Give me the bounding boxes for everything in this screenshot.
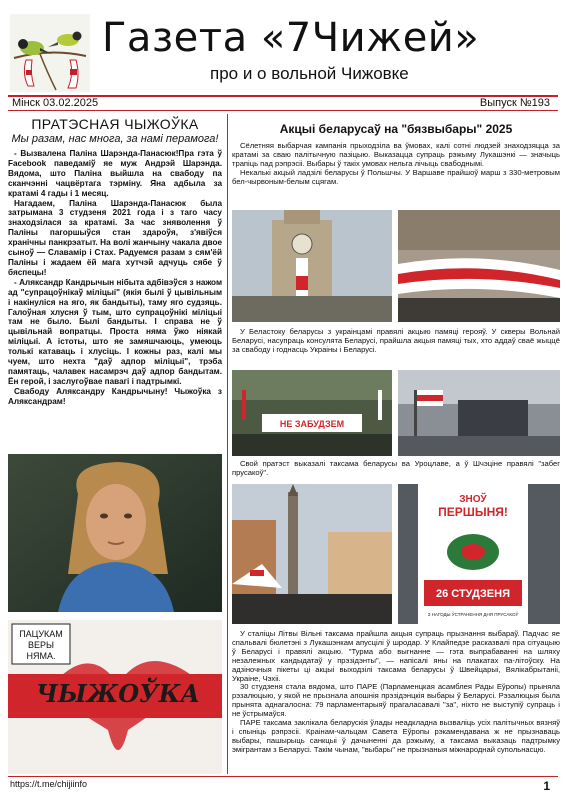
left-heading: ПРАТЭСНАЯ ЧЫЖОЎКА (31, 116, 199, 132)
poster-word: ЧЫЖОЎКА (35, 679, 201, 708)
issue-date: Мінск 03.02.2025 (12, 97, 99, 109)
article-paragraph: Сёлетняя выбарчая кампанія прыходзіла ва ўмовах, калі сотні людзей знаходзяцца за кратамі за сваю палітычную пазіцыю. Выказацца супраць рэжыму Лукашэнкі — значыць трапіць пад рэпрэсіі. Выбары ў такіх умовах нельга лічыць свабоднымі. (232, 141, 560, 168)
article-paragraph: У сталіцы Літвы Вільні таксама прайшла акцыя супраць прызнання выбараў. Падчас яе спальвалі бюлетэні з Лукашэнкам апусцілі ў шродар. У Клайпедзе расказвалі пра сітуацыю ў Беларусі і правялі акцыю. "Турма або выгнанне — гэта выпрабаванні на шляху незалежных кандыдатаў у прэзідэнты", — напісалі яны на плакатах па-літоўску. На адзіночныя пікеты ці акцыі выходзілі таксама беларусы ў Швейцарыі, Вялікабрытаніі, Украіне, Чэхіі. (232, 629, 560, 683)
article-paragraph: У Беластоку беларусы з украінцамі правялі акцыю памяці герояў. У скверы Вольнай Беларусі, насупраць консулята Беларусі, прайшла акцыя памяці тых, хто аддаў сваё жыццё за свабоду і годнасць Украіны і Беларусі. (232, 327, 560, 354)
column-divider (227, 114, 228, 774)
newspaper-subtitle: про и о вольной Чижовке (210, 64, 409, 83)
poster-top-text: ЗНОЎ (459, 494, 487, 505)
poster-small-text: З НАГОДЫ ЎСТРАНЕННЯ ДНЯ ПРУСАКОЎ (427, 612, 519, 617)
poster-top-text2: ПЕРШЫНЯ! (438, 505, 508, 519)
newspaper-title: Газета «7Чижей» (102, 15, 480, 61)
poster-text-line: ПАЦУКАМ (19, 629, 63, 639)
vilnius-square-photo (232, 484, 392, 624)
telegram-link[interactable]: https://t.me/chijiinfo (10, 779, 88, 789)
left-column (8, 114, 222, 774)
page-number: 1 (543, 779, 550, 793)
poster-text-line: ВЕРЫ (28, 640, 54, 650)
article-paragraph: ПАРЕ таксама заклікала беларускія ўлады неадкладна вызваліць усіх палітычных вязняў і спыніць рэпрэсіі. Краінам-чальцам Савета Еўропы рэкамендавана ж не прызнаваць выбары, пашырыць санкцыі ў дачыненні да рэжыму, а таксама выказаць падтрымку эмігрантам з Беларусі. Такім чынам, "выбары" не прызнаныя міжнароднай супольнасцю. (232, 718, 560, 754)
vilnius-text (232, 630, 560, 755)
warsaw-flag-march-photo (398, 210, 560, 322)
portrait-photo (8, 454, 222, 612)
left-paragraph: Свабоду Аляксандру Кандрычыну! Чыжоўка з Аляксандрам! (8, 386, 222, 406)
masthead (0, 0, 566, 96)
left-paragraph: - Вызвалена Паліна Шарэнда-Панасюк!Пра гэта ў Facebook паведаміў яе муж Андрэй Шарэнда. Вядома, што Паліна выйшла на свабоду па сканчэнні чацвёртага тэрміну. Яна адбыла за кратамі 4 гады і 1 месяц. (8, 149, 222, 198)
footer-divider (8, 776, 558, 777)
left-article (8, 149, 222, 407)
poster-date: 26 СТУДЗЕНЯ (435, 588, 511, 600)
poster-text-line: НЯМА. (26, 651, 56, 661)
bialystok-text (232, 328, 560, 355)
wroclaw-protest-photo (398, 370, 560, 456)
memorial-sign: НЕ ЗАБУДЗЕМ (279, 419, 345, 429)
right-column (232, 114, 560, 774)
article-intro (232, 142, 560, 187)
issue-number: Выпуск №193 (479, 97, 550, 109)
bialystok-memorial-photo (232, 370, 392, 456)
right-heading: Акцыі беларусаў на "бязвыбары" 2025 (279, 122, 513, 136)
article-paragraph: Свой пратэст выказалі таксама беларусы ва Уроцлаве, а ў Шчэціне правялі "забег прусакоў". (232, 459, 560, 477)
warsaw-tower-photo (232, 210, 392, 322)
header-subdivider (8, 110, 558, 111)
left-paragraph: - Аляксандр Кандрычын нібыта адбівэўся з нажом ад "супрацоўнікаў міліцыі" (якія былі ў цывільным і накінуліся на яго, як бандыты), таму яго судзяць. Галоўная хлусня ў тым, што супрацоўнікі міліцыі там не было. Былі бандыты. І справа не ў цывільнай вопратцы. Проста няма ўжо ніякай міліцыі. А істоты, што яе замяшчаюць, умеюць толькі катаваць і хлусіць. І кожны раз, калі мы чуем, што нехта "даў адпор міліцыі", трэба памятаць, чалавек насамрэч даў адпор бандытам. Ён герой, і заслугоўвае павагі і падтрымкі. (8, 277, 222, 386)
article-paragraph: 30 студзеня стала вядома, што ПАРЕ (Парламенцкая асамблея Рады Еўропы) прыняла рэзалюцыю, у якой не прызнала апошнія прэзідэнцкія выбары ў Беларусі. Рэзалюцыя была прынята аднагалосна: 79 парламентарыяў прагаласавалі "за", ніхто не выступіў супраць і не ўстрымаўся. (232, 682, 560, 719)
prusak-poster-photo (398, 484, 560, 624)
left-motto: Мы разам, нас многа, за намі перамога! (11, 133, 219, 145)
article-paragraph: Некалькі акцый ладзілі беларусы ў Польшчы. У Варшаве прайшоў марш з 330-метровым бел-чырвоным-белым сцягам. (232, 167, 560, 186)
wroclaw-text (232, 460, 560, 478)
chyzhouka-poster (8, 620, 222, 774)
birds-logo (10, 14, 90, 92)
left-paragraph: Нагадаем, Паліна Шарэнда-Панасюк была затрымана 3 студзеня 2021 года і з таго часу знаходзілася за кратамі. За час зняволення ў Паліны пагоршыўся стан здароўя, з'явіўся хранічны панкрэатыт. На волі жанчыну чакала двое сыноў — Славамір і Стах. Радуемся разам з сям'ёй Паліны і жадаем ёй мага хутчэй адчуць сябе ў бяспецы! (8, 198, 222, 277)
